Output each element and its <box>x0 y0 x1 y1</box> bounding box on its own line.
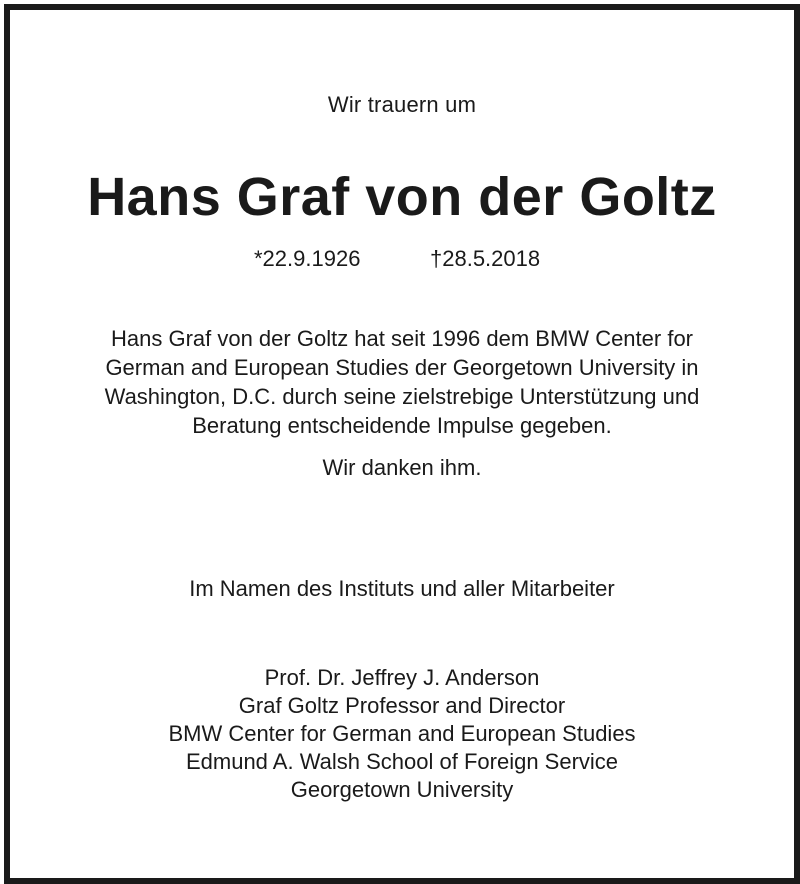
tribute-line: German and European Studies der Georgetown University in <box>105 355 699 380</box>
deceased-name: Hans Graf von der Goltz <box>87 167 717 227</box>
signer-name: Prof. Dr. Jeffrey J. Anderson <box>264 665 540 690</box>
tribute-paragraph <box>50 324 754 440</box>
obituary-notice <box>4 4 800 884</box>
intro-text: Wir trauern um <box>327 92 477 117</box>
on-behalf-text: Im Namen des Instituts und aller Mitarbeiter <box>189 576 615 601</box>
tribute-line: Washington, D.C. durch seine zielstrebige Unterstützung und <box>104 384 700 409</box>
signer-school: Edmund A. Walsh School of Foreign Service <box>185 749 619 774</box>
birth-date: *22.9.1926 <box>254 246 361 271</box>
thanks-text: Wir danken ihm. <box>322 455 482 480</box>
tribute-line: Hans Graf von der Goltz hat seit 1996 dem BMW Center for <box>110 326 694 351</box>
signer-center: BMW Center for German and European Studies <box>168 721 636 746</box>
signer-university: Georgetown University <box>290 777 514 802</box>
notice-content <box>10 10 794 878</box>
signer-title: Graf Goltz Professor and Director <box>238 693 566 718</box>
tribute-line: Beratung entscheidende Impulse gegeben. <box>192 413 612 438</box>
death-date: †28.5.2018 <box>430 246 541 271</box>
signature-block <box>50 664 754 804</box>
